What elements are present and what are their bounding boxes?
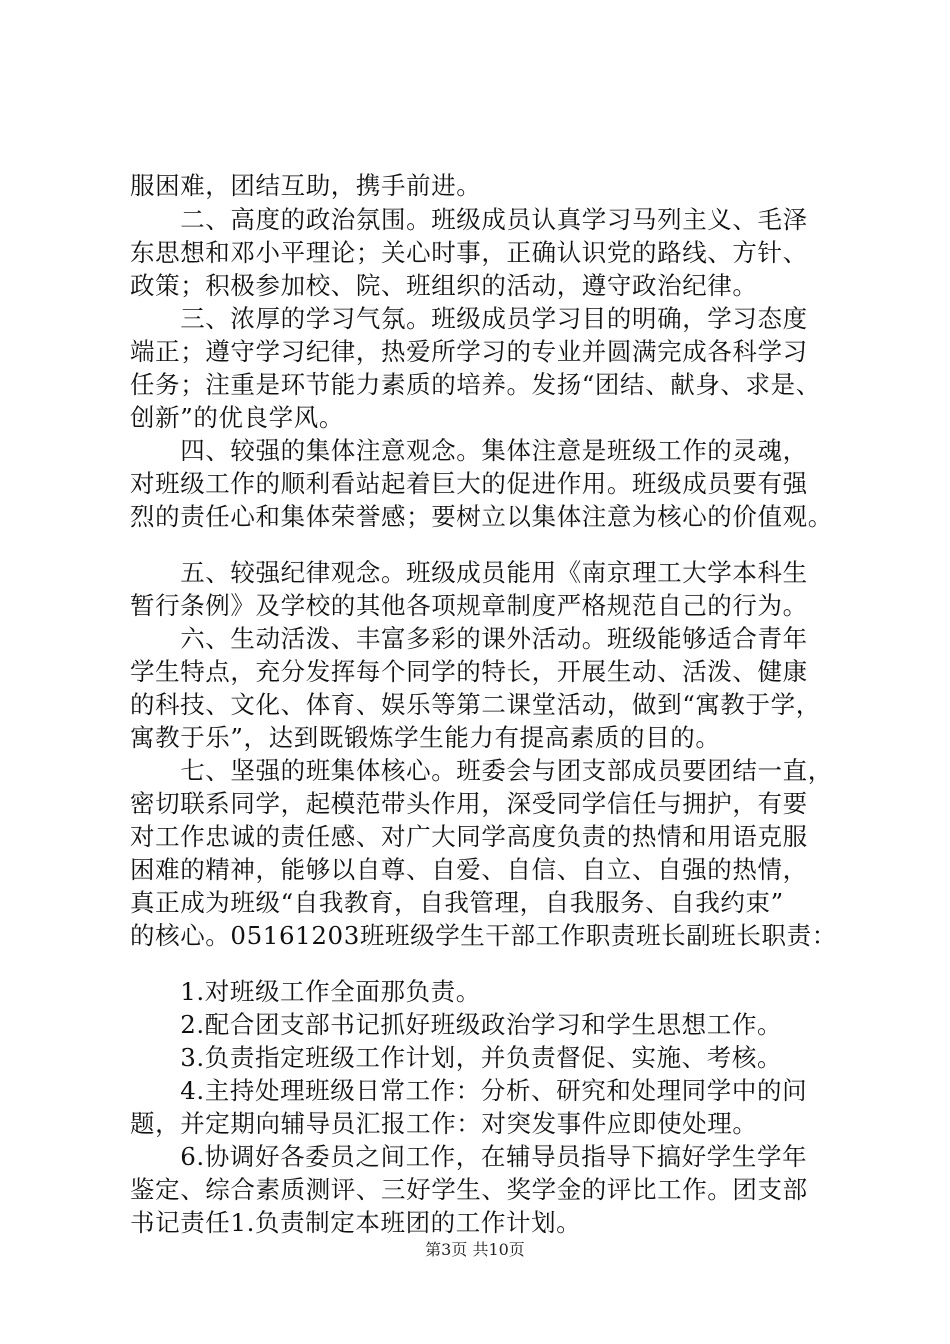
text-line: 对工作忠诚的责任感、对广大同学高度负责的热情和用语克服 bbox=[130, 822, 808, 851]
text-line: 书记责任1.负责制定本班团的工作计划。 bbox=[130, 1208, 582, 1237]
text-line: 鉴定、综合素质测评、三好学生、奖学金的评比工作。团支部 bbox=[130, 1175, 808, 1204]
text-line: 七、坚强的班集体核心。班委会与团支部成员要团结一直， bbox=[130, 756, 833, 785]
text-line: 二、高度的政治氛围。班级成员认真学习马列主义、毛泽 bbox=[130, 205, 808, 234]
text-line: 题，并定期向辅导员汇报工作：对突发事件应即使处理。 bbox=[130, 1109, 758, 1138]
text-line: 密切联系同学，起模范带头作用，深受同学信任与拥护，有要 bbox=[130, 789, 808, 818]
text-line: 暂行条例》及学校的其他各项规章制度严格规范自己的行为。 bbox=[130, 591, 808, 620]
text-line: 政策；积极参加校、院、班组织的活动，遵守政治纪律。 bbox=[130, 271, 758, 300]
page-number: 第3页 共10页 bbox=[425, 1240, 525, 1259]
list-item: 2.配合团支部书记抓好班级政治学习和学生思想工作。 bbox=[130, 1010, 783, 1039]
text-line: 的科技、文化、体育、娱乐等第二课堂活动，做到“寓教于学， bbox=[130, 690, 821, 719]
list-item: 1.对班级工作全面那负责。 bbox=[130, 977, 481, 1006]
text-line: 六、生动活泼、丰富多彩的课外活动。班级能够适合青年 bbox=[130, 624, 808, 653]
text-line: 的核心。05161203班班级学生干部工作职责班长副班长职责： bbox=[130, 921, 837, 950]
text-line: 对班级工作的顺利看站起着巨大的促进作用。班级成员要有强 bbox=[130, 469, 808, 498]
text-line: 烈的责任心和集体荣誉感；要树立以集体注意为核心的价值观。 bbox=[130, 502, 833, 531]
text-line: 服困难，团结互助，携手前进。 bbox=[130, 171, 482, 200]
text-line: 四、较强的集体注意观念。集体注意是班级工作的灵魂， bbox=[130, 436, 808, 465]
text-line: 东思想和邓小平理论；关心时事，正确认识党的路线、方针、 bbox=[130, 238, 808, 267]
list-item: 4.主持处理班级日常工作：分析、研究和处理同学中的问 bbox=[130, 1076, 808, 1105]
text-line: 创新”的优良学风。 bbox=[130, 403, 344, 432]
text-line: 学生特点，充分发挥每个同学的特长，开展生动、活泼、健康 bbox=[130, 657, 808, 686]
list-item: 3.负责指定班级工作计划，并负责督促、实施、考核。 bbox=[130, 1043, 783, 1072]
text-line: 五、较强纪律观念。班级成员能用《南京理工大学本科生 bbox=[130, 558, 808, 587]
text-line: 任务；注重是环节能力素质的培养。发扬“团结、献身、求是、 bbox=[130, 370, 821, 399]
text-line: 端正；遵守学习纪律，热爱所学习的专业并圆满完成各科学习 bbox=[130, 337, 808, 366]
list-item: 6.协调好各委员之间工作，在辅导员指导下搞好学生学年 bbox=[130, 1142, 808, 1171]
text-line: 三、浓厚的学习气氛。班级成员学习目的明确，学习态度 bbox=[130, 304, 808, 333]
text-line: 困难的精神，能够以自尊、自爱、自信、自立、自强的热情， bbox=[130, 855, 808, 884]
text-line: 真正成为班级“自我教育，自我管理，自我服务、自我约束” bbox=[130, 888, 784, 917]
text-line: 寓教于乐”，达到既锻炼学生能力有提高素质的目的。 bbox=[130, 723, 721, 752]
